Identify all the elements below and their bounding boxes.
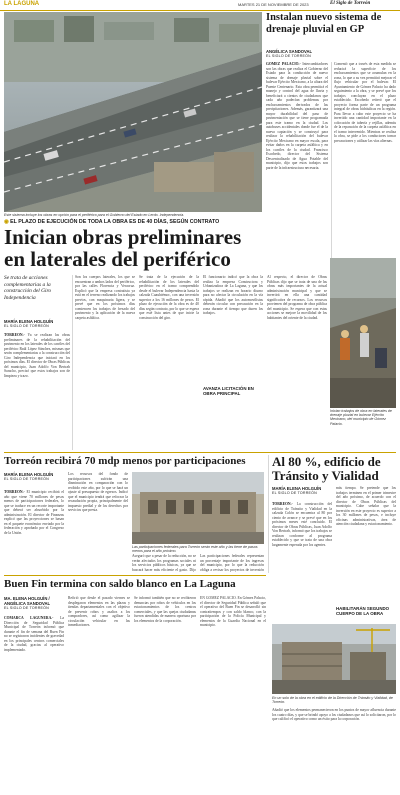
buen-fin-column-1 — [4, 616, 64, 786]
byline-org: EL SIGLO DE TORREÓN — [272, 491, 317, 495]
column-divider — [72, 275, 73, 450]
page-header — [0, 0, 400, 11]
main-text-5: Al respecto, el director de Obras Públicas dijo que se trata de una de las obras más importantes de la actual administración municipal y que se invertirá en ella una cantidad significativa de recursos. Los recursos provienen del programa de obra pública del municipio. Se espera que con estas acciones se mejore la movilidad de los habitantes del oriente de la ciudad. — [267, 275, 327, 320]
workers-photo-image — [330, 258, 396, 408]
drenaje-column-1 — [266, 62, 328, 262]
lead-place: COMARCA LAGUNERA.- — [4, 616, 54, 620]
transito-photo-caption: En un solo de la obra en el edificio de la Dirección de Tránsito y Vialidad, de Torreón. — [272, 696, 393, 705]
torreon-column-3 — [132, 554, 196, 572]
torreon-text-1: El municipio recibirá el año que viene 70 millones de pesos menos de participaciones federales, lo que se traduce en un recorte importante que deberá ser absorbido por la administración. El director de Finanzas explicó que las proyecciones se basan en el paquete económico enviado por la federación y aprobado por el Congreso de la Unión. — [4, 490, 64, 535]
buen-fin-column-5 — [272, 708, 396, 786]
column-divider — [268, 455, 269, 573]
kicker-text: EL PLAZO DE EJECUCIÓN DE TODA LA OBRA ES DE 40 DÍAS, SEGÚN CONTRATO — [10, 219, 220, 225]
torreon-column-1 — [4, 490, 64, 572]
torreon-text-3: Aseguró que a pesar de la reducción, no se verán afectados los programas sociales ni los servicios públicos básicos, ya que se buscará hacer más eficiente el gasto. Dijo — [132, 554, 196, 572]
section-divider — [4, 575, 266, 576]
main-column-1 — [4, 333, 70, 451]
byline-drenaje — [266, 49, 396, 59]
byline-main — [4, 319, 72, 329]
main-text-4: El funcionario indicó que la obra la realiza la empresa Constructora y Urbanizadora de La Laguna, y que los trabajos se realizan en horario diurno para no afectar la circulación en la vía rápida. Añadió que los automovilistas deberán circular con precaución en la zona durante el tiempo que duren los trabajos. — [203, 275, 263, 315]
issue-date: MARTES 21 DE NOVIEMBRE DE 2023 — [238, 2, 309, 7]
main-column-2 — [75, 275, 135, 450]
buen-fin-text-2: Refirió que desde el pasado viernes se desplegaron elementos en las plazas y tiendas departamentales con el objetivo de prevenir robos y asaltos a los compradores, así como agilizar la circulación vehicular en las inmediaciones. — [68, 596, 130, 627]
torreon-column-4 — [200, 554, 264, 572]
byline-buen-fin — [4, 596, 66, 611]
section-divider — [4, 452, 396, 453]
main-summary: Se trata de acciones complementarias a la construcción del Giro Independencia — [4, 275, 52, 301]
byline-org: EL SIGLO DE TORREÓN — [266, 54, 311, 58]
section-name: LA LAGUNA — [4, 1, 40, 7]
main-column-3 — [139, 275, 199, 450]
byline-name: MARÍA ELENA HOLGUÍN — [4, 472, 54, 477]
main-photo-caption: Inician trabajos de obra en laterales de drenaje pluvial en bulevar Ejército Mexicano, del municipio de Gómez Palacio. — [330, 409, 392, 426]
lead-place: TORREÓN.- — [4, 333, 25, 337]
masthead-logo: El Siglo de Torreón — [330, 1, 371, 6]
buen-fin-column-2 — [68, 596, 130, 786]
torreon-photo — [132, 472, 264, 544]
byline-name: MARÍA ELENA HOLGUÍN — [4, 319, 54, 324]
top-photo — [4, 12, 262, 212]
main-column-5 — [267, 275, 327, 450]
transito-photo — [272, 624, 396, 694]
byline-transito — [272, 486, 332, 496]
buen-fin-column-4 — [200, 596, 266, 786]
main-text-3: Se trata de la ejecución de la rehabilitación de los laterales del periférico en el tramo comprendido desde el bulevar Independencia hasta la calzada Cuauhtémoc, con una inversión superior a los 16 millones de pesos. El plazo de ejecución de la obra es de 40 días según contrato, por lo que se espera que esté lista antes de que inicie la construcción del giro. — [139, 275, 199, 320]
lead-place: TORREÓN.- — [272, 502, 293, 506]
bullet-icon: ◉ — [4, 219, 11, 225]
byline-torreon — [4, 472, 64, 482]
column-divider — [331, 62, 332, 262]
torreon-text-4: Las participaciones federales representan un porcentaje importante de los ingresos del municipio, por lo que la reducción obliga a revisar los proyectos de inversión — [200, 554, 264, 572]
main-text-2: Son los cuerpos laterales, los que se encuentran a ambos lados del periférico, por las calles Florencia y Veracruz. Explicó que la empresa contratista ya está en el terreno realizando los trabajos previos, con maquinaria ligera, y se prevé que en los próximos días comiencen los trabajos de fresado del pavimento y la aplicación de la nueva carpeta asfáltica. — [75, 275, 135, 320]
main-photo — [330, 258, 396, 408]
byline-name: ANGÉLICA SANDOVAL — [266, 49, 313, 54]
byline-org: EL SIGLO DE TORREÓN — [4, 606, 49, 610]
buen-fin-text-1: La Dirección de Seguridad Pública Municipal de Torreón informó que durante el fin de semana del Buen Fin no se registraron incidentes de gravedad en los principales centros comerciales de la ciudad, gracias al operativo implementado. — [4, 616, 64, 652]
drenaje-text-1: Intercambiadores son las obras que realiza el Gobierno del Estado para la conducción de nuevo sistema de drenaje pluvial sobre el bulevar Ejército Mexicano, a la altura del Puente Centenario. Esta obra permitirá el manejo y control del agua de lluvia y beneficiará a cientos de ciudadanos que cada año padecían problemas por encharcamientos derivados de las precipitaciones. Además, garantizará una mayor durabilidad del paso de pavimentación que se tiene programada para este tramo en la ciudad. Los autobuses accidentales donde fue el de la nueva captación y se construyó para realizar la rehabilitación del bulevar Ejército Mexicano en mayor escala, para evitar daños en la carpeta asfáltica y en los carriles de la ciudad. Francisco Escobedo, director del Sistema Descentralizado de Agua Potable del municipio, dijo que estos trabajos son parte de la infraestructura necesaria. — [266, 62, 328, 170]
city-hall-photo-image — [132, 472, 264, 544]
transito-text-2: más tiempo. Se pretende que los trabajos terminen en el primer trimestre del año próximo, de acuerdo con el director de Obras Públicas del municipio. Cabe señalar que la inversión en este proyecto es superior a los 30 millones de pesos, e incluye oficinas administrativas, área de atención ciudadana y estacionamiento. — [336, 486, 396, 526]
byline-org: EL SIGLO DE TORREÓN — [4, 324, 49, 328]
main-column-4 — [203, 275, 263, 385]
main-text-1: Ya se realizan las obras preliminares de la rehabilitación del pavimento en los laterales de los carriles del periférico Raúl López Sánchez, mismas que serán complementarias a la construcción del Giro Independencia que iniciará en los próximos días. El director de Obras Públicas del municipio, Juan Adolfo Von Bertrab Saracho, precisó que estos trabajos son de limpieza y trazo. — [4, 333, 70, 378]
headline-transito: Al 80 %, edificio de Tránsito y Vialidad — [272, 454, 381, 483]
transito-column-2 — [336, 486, 396, 604]
torreon-text-2: Los recursos del fondo de participaciones sufrirán una disminución en comparación con lo recibido este año, por lo que se hará un ajuste al presupuesto de egresos. Indicó que el municipio tendrá que reforzar la recaudación propia, principalmente del impuesto predial y de los derechos por servicios que presta. — [68, 472, 128, 512]
lead-place: TORREÓN.- — [4, 490, 25, 494]
subhead-avanza: AVANZA LICITACIÓN EN OBRA PRINCIPAL — [203, 386, 254, 396]
construction-photo-image — [272, 624, 396, 694]
torreon-photo-caption: Las participaciones federales para Torreón serán este año y las tiene de pasos menos para el año próximo. — [132, 545, 258, 554]
transito-column-1 — [272, 502, 332, 620]
buen-fin-text-5: Añadió que los elementos permanecieron en los puntos de mayor afluencia durante los cuatro días, y que se brindó apoyo a los ciudadanos que así lo solicitaron, por lo que calificó el operativo como un éxito para la corporación. — [272, 708, 396, 721]
byline-org: EL SIGLO DE TORREÓN — [4, 477, 49, 481]
transito-text-1: La construcción del edificio de Tránsito y Vialidad en la calzada Colón se encuentra al 80 por ciento de avance y se prevé que en los próximos meses esté concluido. El director de Obras Públicas, Juan Adolfo Von Bertrab, informó que los trabajos se realizan conforme al programa establecido y que se trata de una obra largamente esperada por los agentes. — [272, 502, 332, 547]
buen-fin-text-4: EN GÓMEZ PALACIO. En Gómez Palacio, el director de Seguridad Pública señaló que el operativo del Buen Fin se desarrolló sin contratiempos y con saldo blanco, con la participación de la Policía Municipal y elementos de la Guardia Nacional en el municipio. — [200, 596, 266, 627]
headline-torreon: Torreón recibirá 70 mdp menos por participaciones — [4, 455, 246, 467]
torreon-column-2 — [68, 472, 128, 572]
aerial-road-photo-image — [4, 12, 262, 212]
buen-fin-column-3 — [134, 596, 196, 786]
top-photo-caption: Este sistema incluye los obras en opción para el periférico para el Gobierno del Estado en Lerdo. Independencia. — [4, 213, 185, 217]
main-headline: Inician obras preliminares en laterales del periférico — [4, 225, 242, 271]
drenaje-column-2 — [334, 62, 396, 262]
lead-place: GÓMEZ PALACIO.- — [266, 62, 301, 66]
buen-fin-text-3: Se informó también que no se recibieron denuncias por robos de vehículos en los estacionamientos de los centros comerciales, y que las quejas ciudadanas fueron atendidas de manera oportuna por los elementos de la corporación. — [134, 596, 196, 623]
byline-name: MARÍA ELENA HOLGUÍN — [272, 486, 322, 491]
subhead-habilitaran: HABILITARÁN SEGUNDO CUERPO DE LA OBRA — [336, 606, 390, 616]
headline-drenaje: Instalan nuevo sistema de drenaje pluvial en GP — [266, 12, 382, 35]
drenaje-text-2: Comentó que a través de esta medida se reducirá la superficie de los encharcamientos que se acumulan en la zona, lo que a su vez permitirá mejorar el flujo vehicular por el bulevar. El Ayuntamiento de Gómez Palacio ha dado seguimiento a la obra, y se prevé que los trabajos concluyan en el plazo establecido. Escobedo reiteró que el proyecto forma parte de un programa integral de obras hidráulicas en la región. Para llevar a cabo este proyecto se ha invertido una cantidad importante en la colocación de tubería y rejillas, además de la reparación de la carpeta asfáltica en el tramo intervenido. Mientras se realiza la obra, se pide a los conductores tomar precauciones y utilizar las vías alternas. — [334, 62, 396, 143]
byline-name: MA. ELENA HOLGUÍN / ANGÉLICA SANDOVAL — [4, 596, 51, 606]
headline-buen-fin: Buen Fin termina con saldo blanco en La Laguna — [4, 578, 236, 590]
